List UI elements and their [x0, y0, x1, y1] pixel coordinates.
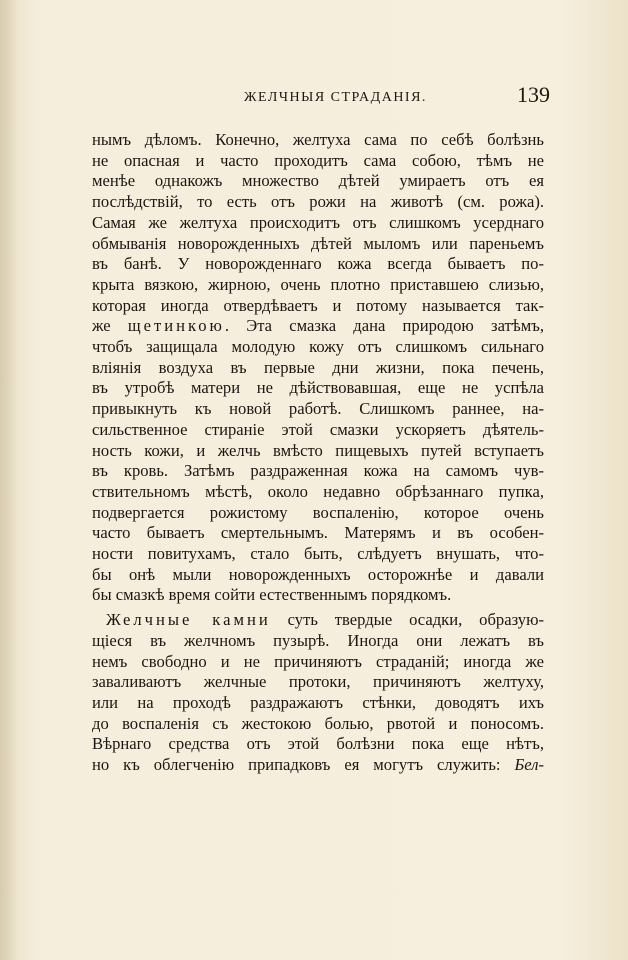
text-line: подвергается рожистому воспаленію, которое очень: [92, 502, 544, 522]
page-header: [92, 82, 550, 114]
body-text: [92, 130, 544, 776]
text-line: до воспаленія съ жестокою болью, рвотой и поносомъ.: [92, 713, 544, 733]
text-fragment: же: [92, 316, 111, 336]
text-line: вліянія воздуха въ первые дни жизни, пока печень,: [92, 357, 544, 377]
paragraph-2: [92, 610, 544, 776]
text-line: бы смазкѣ время сойти естественнымъ порядкомъ.: [92, 585, 452, 605]
text-line: въ утробѣ матери не дѣйствовавшая, еще не успѣла: [92, 378, 544, 398]
text-line: [92, 610, 544, 631]
spaced-term: щетинкою: [127, 316, 225, 336]
text-line: послѣдствій, то есть отъ рожи на животѣ (см. рожа).: [92, 192, 544, 212]
italic-fragment: Бел-: [514, 755, 544, 775]
text-line: [92, 316, 544, 337]
text-line: нымъ дѣломъ. Конечно, желтуха сама по себѣ болѣзнь: [92, 130, 544, 149]
text-line: въ кровь. Затѣмъ раздраженная кожа на самомъ чув-: [92, 461, 544, 481]
text-line: въ банѣ. У новорожденнаго кожа всегда бываетъ по-: [92, 254, 544, 274]
text-line: чтобъ защищала молодую кожу отъ слишкомъ сильнаго: [92, 337, 544, 357]
page-spine-shadow: [0, 0, 18, 960]
running-title: ЖЕЛЧНЫЯ СТРАДАНІЯ.: [244, 90, 427, 105]
text-line: ность кожи, и желчь вмѣсто пищевыхъ путей вступаетъ: [92, 440, 544, 460]
text-line: щіеся въ желчномъ пузырѣ. Иногда они лежатъ въ: [92, 630, 544, 650]
text-fragment: суть твердые осадки, образую-: [270, 610, 544, 630]
text-line: сильственное стираніе этой смазки ускоряетъ дѣятель-: [92, 419, 544, 439]
text-fragment: . Эта смазка дана природою затѣмъ,: [224, 316, 544, 336]
text-fragment: но къ облегченію припадковъ ея могутъ служить:: [92, 755, 515, 775]
page-number: 139: [517, 82, 550, 107]
text-line: часто бываетъ смертельнымъ. Матерямъ и въ особен-: [92, 523, 544, 543]
text-line: которая иногда отвердѣваетъ и потому называется так-: [92, 295, 544, 315]
text-line: ствительномъ мѣстѣ, около недавно обрѣзаннаго пупка,: [92, 481, 544, 501]
text-line: Вѣрнаго средства отъ этой болѣзни пока еще нѣтъ,: [92, 734, 544, 754]
text-line: обмыванія новорожденныхъ дѣтей мыломъ или пареньемъ: [92, 233, 544, 253]
text-line: немъ свободно и не причиняютъ страданій; иногда же: [92, 651, 544, 671]
text-line: менѣе однакожъ множество дѣтей умираетъ отъ ея: [92, 171, 544, 191]
text-line: крыта вязкою, жирною, очень плотно приставшею слизью,: [92, 274, 544, 294]
spaced-term: Желчные камни: [106, 610, 271, 630]
text-line: бы онѣ мыли новорожденныхъ осторожнѣе и давали: [92, 564, 544, 584]
text-line: или на проходѣ раздражаютъ стѣнки, доводятъ ихъ: [92, 692, 544, 712]
paragraph-1: [92, 130, 544, 606]
text-line: заваливаютъ желчные протоки, причиняютъ желтуху,: [92, 672, 544, 692]
text-line: Самая же желтуха происходитъ отъ слишкомъ усерднаго: [92, 212, 544, 232]
text-line: не опасная и часто проходитъ сама собою, тѣмъ не: [92, 150, 544, 170]
text-line: привыкнуть къ новой работѣ. Слишкомъ раннее, на-: [92, 399, 544, 419]
text-line: [92, 755, 544, 776]
text-line: ности повитухамъ, стало быть, слѣдуетъ внушать, что-: [92, 544, 544, 564]
